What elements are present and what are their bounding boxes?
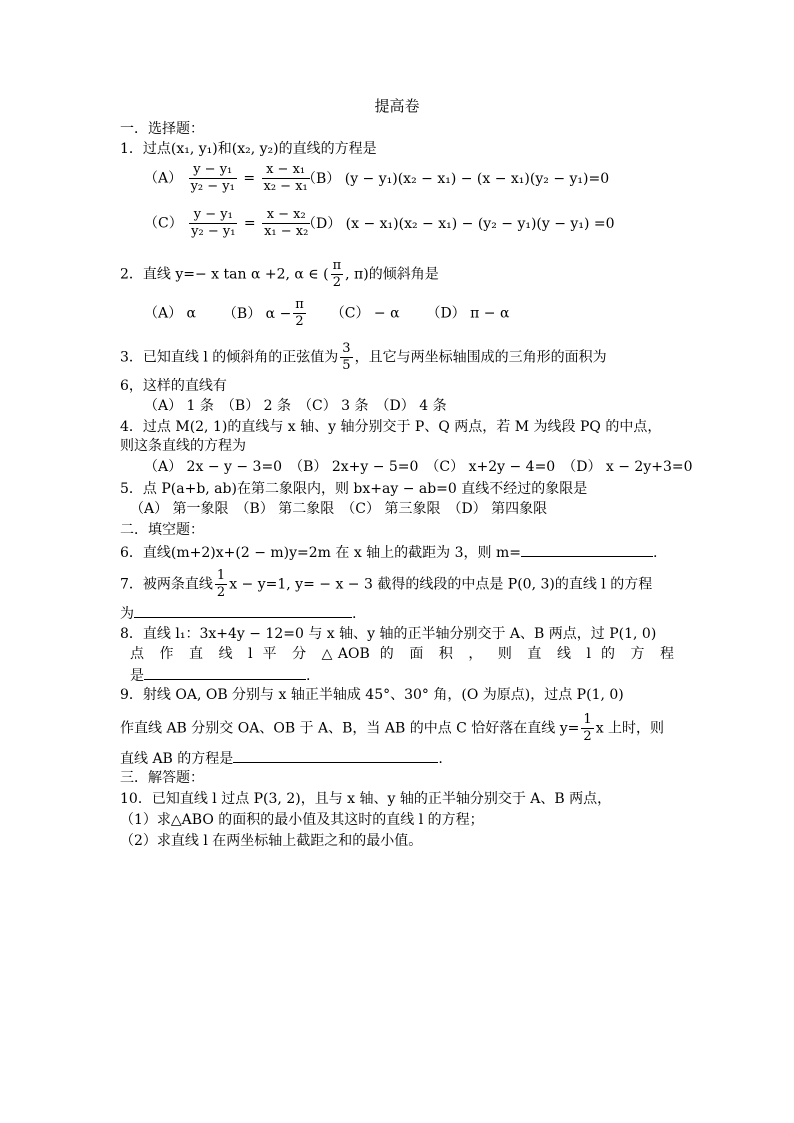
- q9-answer-blank[interactable]: [233, 748, 438, 763]
- section-fill-heading: 二．填空题：: [120, 522, 204, 538]
- q2-option-b: （B） α − $\frac{\pi}{2}$: [222, 297, 304, 329]
- section-solve-heading: 三．解答题：: [120, 770, 204, 786]
- q7-line2: 为 .: [120, 603, 356, 623]
- q1-option-a: [144, 162, 312, 195]
- q2-option-c: （C） − α: [330, 305, 400, 322]
- q1-a-fraction-1: $\frac{\text{y − y₁}}{\text{y₂ − y₁}}$: [190, 162, 235, 194]
- q8-line1: 8．直线 l₁：3x+4y − 12=0 与 x 轴、y 轴的正半轴分别交于 A、B 两点，过 P(1, 0): [120, 626, 657, 642]
- page-title: 提高卷: [374, 97, 420, 115]
- q6-line: 6．直线(m+2)x+(2 − m)y=2m 在 x 轴上的截距为 3，则 m= .: [120, 542, 657, 562]
- q9-line1: 9．射线 OA, OB 分别与 x 轴正半轴成 45°、30° 角，(O 为原点)，过点 P(1, 0): [120, 687, 624, 703]
- q3-stem-line1: 3．已知直线 l 的倾斜角的正弦值为 $\frac{3}{5}$ ，且它与两坐标轴围成的三角形的面积为: [120, 341, 607, 373]
- q5-stem: 5．点 P(a+b, ab)在第二象限内，则 bx+ay − ab=0 直线不经过的象限是: [120, 481, 588, 497]
- q3-fraction: $\frac{3}{5}$: [342, 341, 351, 373]
- q1-option-b: （B） (y − y₁)(x₂ − x₁) − (x − x₁)(y₂ − y₁)=0: [302, 171, 610, 187]
- q4-options: （A） 2x − y − 3=0 （B） 2x+y − 5=0 （C） x+2y − 4=0 （D） x − 2y+3=0: [144, 459, 693, 475]
- q2-pi-half-fraction: $\frac{\pi}{2}$: [332, 258, 342, 290]
- q3-stem-line2: 6，这样的直线有: [120, 378, 227, 394]
- q2-option-a: （A） α: [144, 305, 197, 322]
- q6-answer-blank[interactable]: [521, 542, 653, 557]
- q8-line3: 是 .: [130, 665, 310, 685]
- q1-a-label: （A）: [144, 170, 183, 187]
- q1-c-label: （C）: [144, 215, 183, 232]
- section-choice-heading: 一．选择题：: [120, 121, 204, 137]
- q1-a-equals: =: [243, 170, 256, 187]
- q8-answer-blank[interactable]: [144, 665, 306, 680]
- q4-stem-line1: 4．过点 M(2, 1)的直线与 x 轴、y 轴分别交于 P、Q 两点，若 M 为线段 PQ 的中点，: [120, 419, 662, 435]
- q1-c-fraction-1: $\frac{\text{y − y₁}}{\text{y₂ − y₁}}$: [191, 207, 236, 239]
- q2-option-d: （D） π − α: [426, 305, 510, 322]
- q9-line2: 作直线 AB 分别交 OA、OB 于 A、B，当 AB 的中点 C 恰好落在直线 y= $\frac{1}{2}$ x 上时，则: [120, 712, 665, 744]
- q4-stem-line2: 则这条直线的方程为: [120, 438, 246, 454]
- q1-stem: 1．过点(x₁, y₁)和(x₂, y₂)的直线的方程是: [120, 141, 377, 157]
- q7-fraction: $\frac{1}{2}$: [216, 568, 226, 600]
- q5-options: （A） 第一象限 （B） 第二象限 （C） 第三象限 （D） 第四象限: [130, 501, 548, 517]
- q10-part1: （1）求△ABO 的面积的最小值及其这时的直线 l 的方程；: [120, 812, 484, 828]
- q10-stem: 10．已知直线 l 过点 P(3, 2)，且与 x 轴、y 轴的正半轴分别交于 A、B 两点，: [120, 791, 612, 807]
- q1-c-fraction-2: $\frac{\text{x − x₂}}{\text{x₁ − x₂}}$: [264, 207, 309, 239]
- q1-a-fraction-2: $\frac{\text{x − x₁}}{\text{x₂ − x₁}}$: [263, 162, 308, 194]
- q1-option-d: （D） (x − x₁)(x₂ − x₁) − (y₂ − y₁)(y − y₁) =0: [302, 216, 615, 232]
- q10-part2: （2）求直线 l 在两坐标轴上截距之和的最小值。: [120, 833, 423, 849]
- q1-option-c: [144, 207, 312, 240]
- q7-line1: 7．被两条直线 $\frac{1}{2}$ x − y=1, y= − x − 3 截得的线段的中点是 P(0, 3)的直线 l 的方程: [120, 568, 653, 600]
- q1-c-equals: =: [243, 215, 256, 232]
- q9-line3: 直线 AB 的方程是 .: [120, 748, 443, 768]
- q2-options: [144, 297, 509, 330]
- q3-options: （A） 1 条 （B） 2 条 （C） 3 条 （D） 4 条: [144, 398, 447, 414]
- q2-stem: 2．直线 y=− x tan α +2, α ∈ ( $\frac{\pi}{2}$ , π)的倾斜角是: [120, 258, 439, 290]
- q9-fraction: $\frac{1}{2}$: [583, 712, 592, 744]
- q6-stem: 6．直线(m+2)x+(2 − m)y=2m 在 x 轴上的截距为 3，则 m=: [120, 545, 521, 561]
- q8-line2: 点 作 直 线 l 平 分 △AOB 的 面 积 ， 则 直 线 l 的 方 程: [130, 646, 674, 662]
- q7-answer-blank[interactable]: [134, 603, 352, 618]
